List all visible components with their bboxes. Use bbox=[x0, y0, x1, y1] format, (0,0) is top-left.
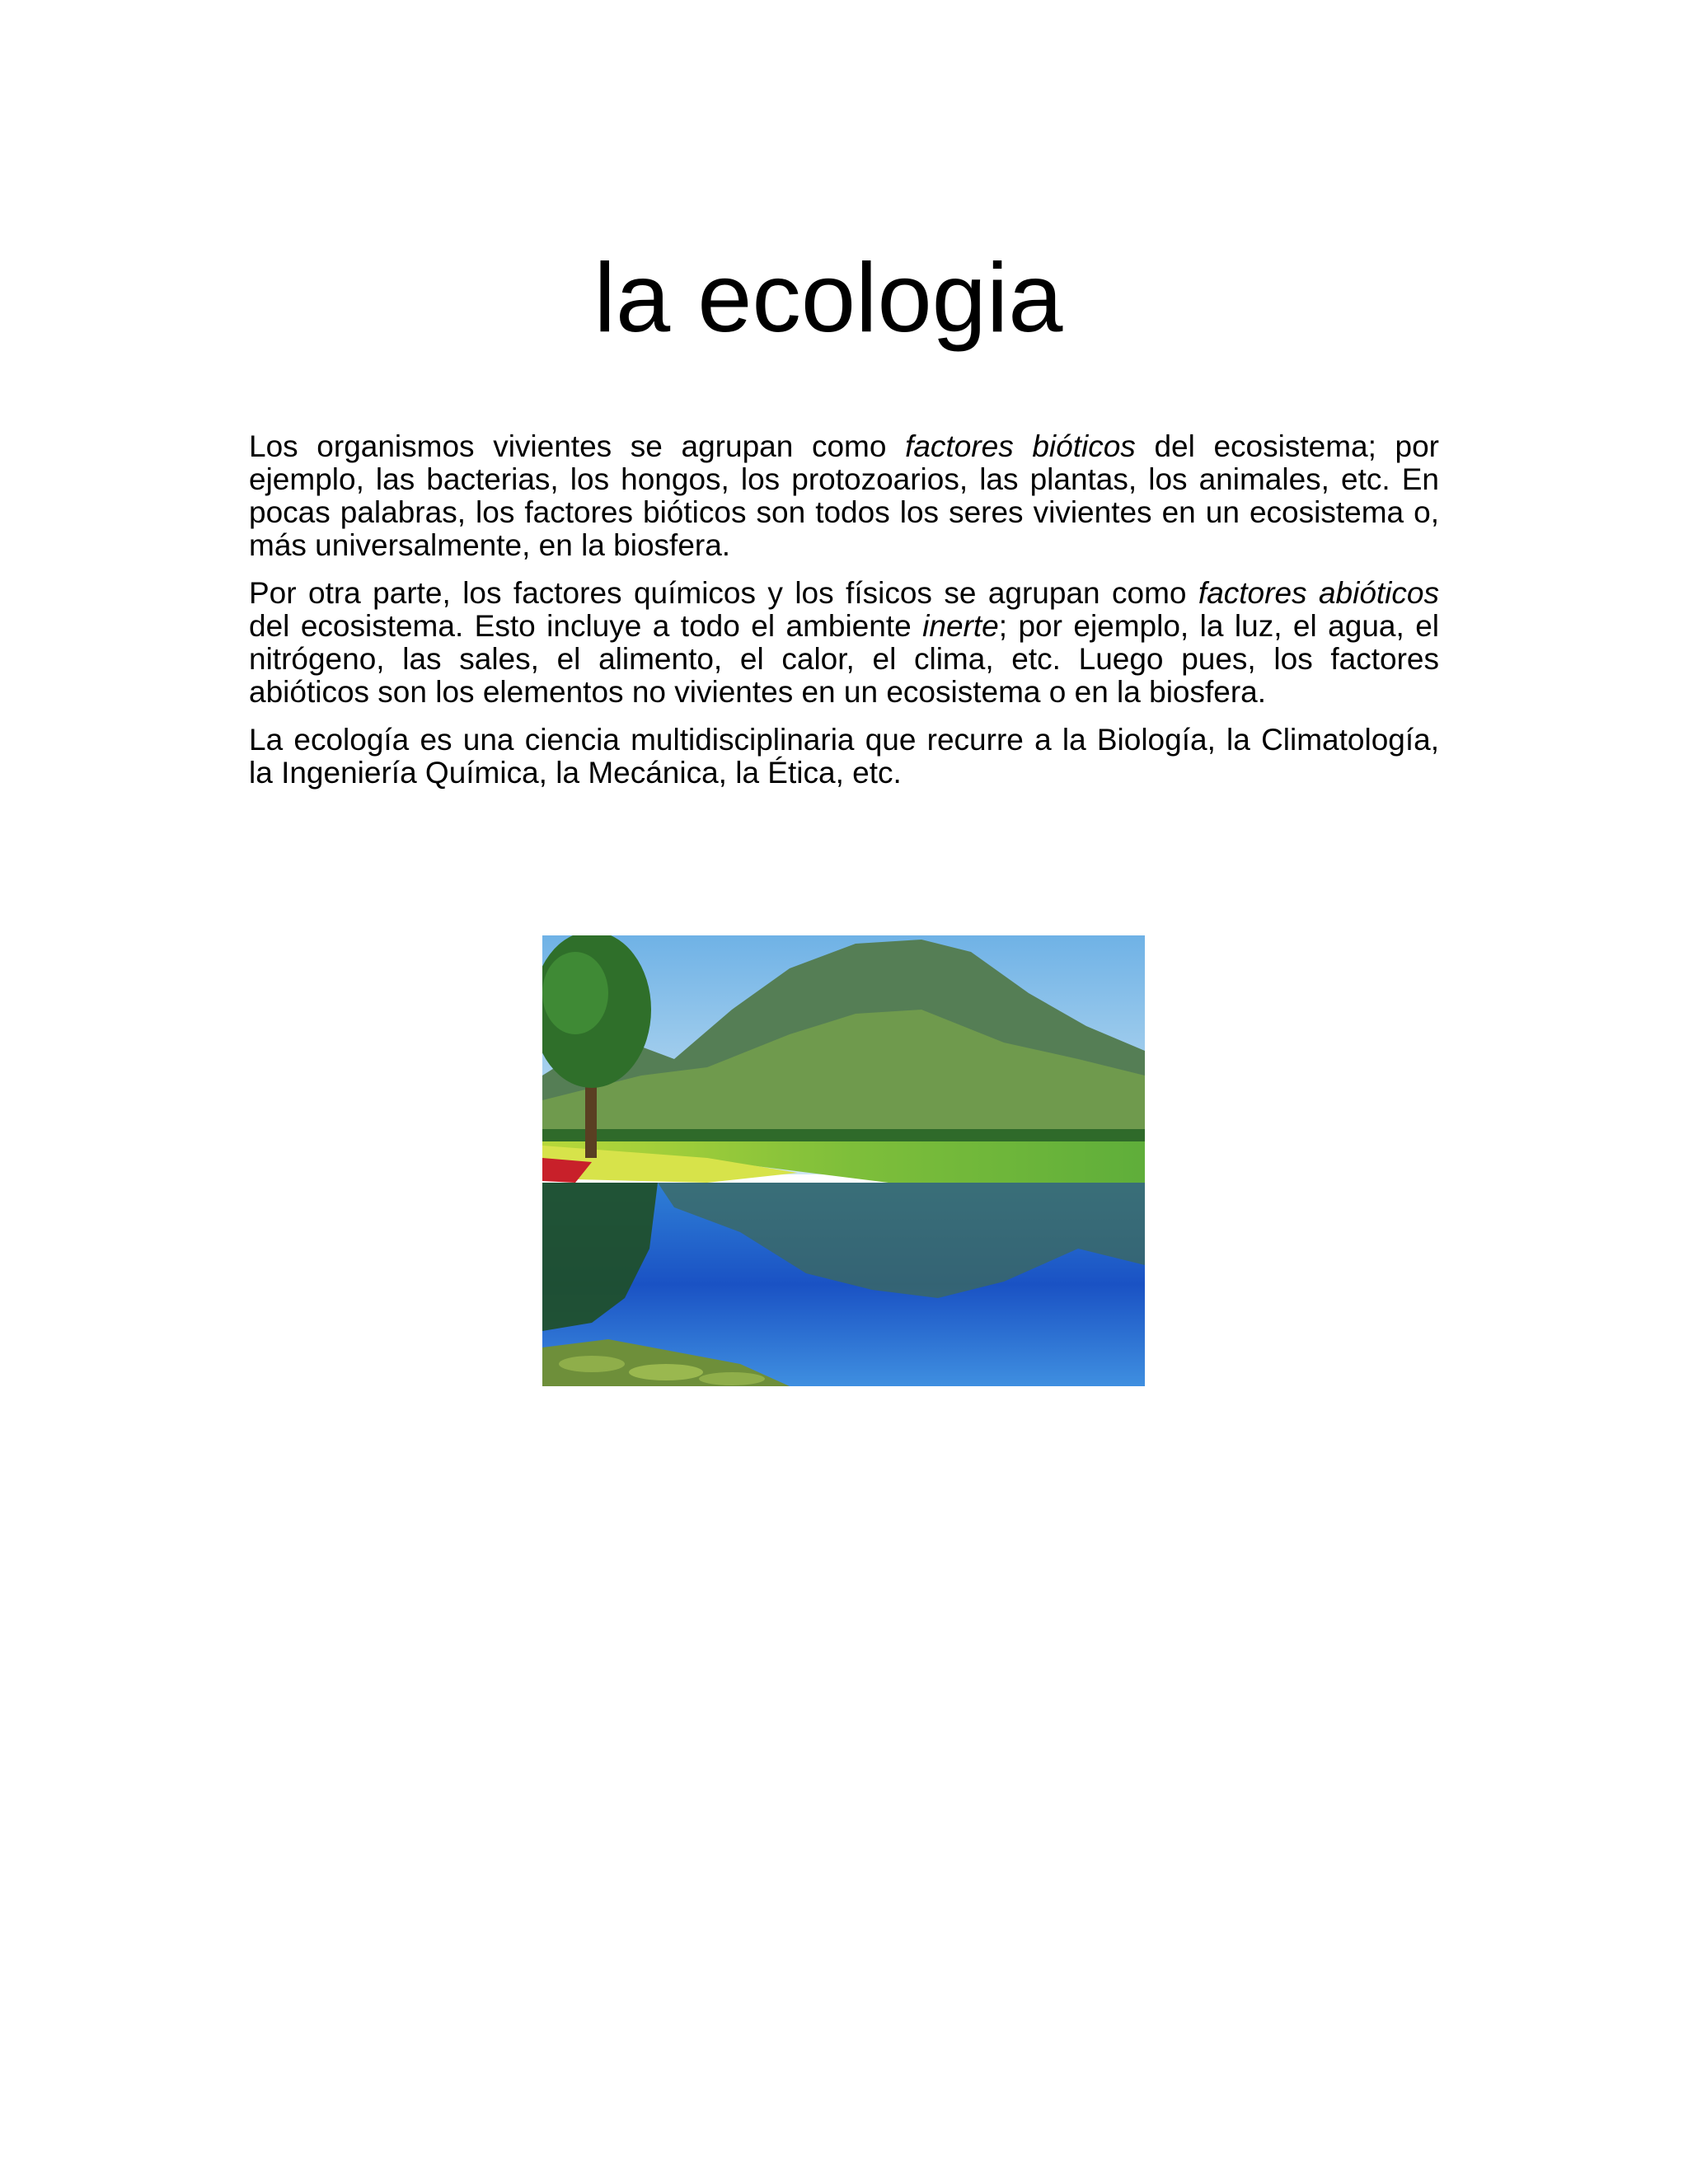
p2-text-a: Por otra parte, los factores químicos y los físicos se agrupan como bbox=[249, 576, 1198, 610]
landscape-photo bbox=[542, 935, 1145, 1386]
p2-emphasis-2: inerte bbox=[922, 609, 999, 643]
p1-text-a: Los organismos vivientes se agrupan como bbox=[249, 429, 906, 463]
p2-emphasis-1: factores abióticos bbox=[1198, 576, 1439, 610]
paragraph-ciencia bbox=[249, 724, 1439, 790]
p2-text-c: ; por ejemplo, la luz, el agua, el nitrógeno, las sales, el alimento, el calor, el clima, etc. Luego pues, los factores abióticos son los elementos no vivientes en un ecosistema o en la biosfera. bbox=[249, 609, 1439, 709]
p3-text: La ecología es una ciencia multidisciplinaria que recurre a la Biología, la Climatología, la Ingeniería Química, la Mecánica, la Ética, etc. bbox=[249, 723, 1439, 790]
paragraph-abioticos bbox=[249, 577, 1439, 709]
lake-mountain-image bbox=[542, 935, 1145, 1386]
body-text bbox=[249, 430, 1439, 804]
p1-emphasis: factores bióticos bbox=[905, 429, 1136, 463]
p1-text-b: del ecosistema; por ejemplo, las bacterias, los hongos, los protozoarios, las plantas, los animales, etc. En pocas palabras, los factores bióticos son todos los seres vivientes en un ecosistema o, más universalmente, en la biosfera. bbox=[249, 429, 1439, 562]
page-title: la ecologia bbox=[593, 243, 1063, 353]
paragraph-bioticos bbox=[249, 430, 1439, 562]
p2-text-b: del ecosistema. Esto incluye a todo el ambiente bbox=[249, 609, 923, 643]
